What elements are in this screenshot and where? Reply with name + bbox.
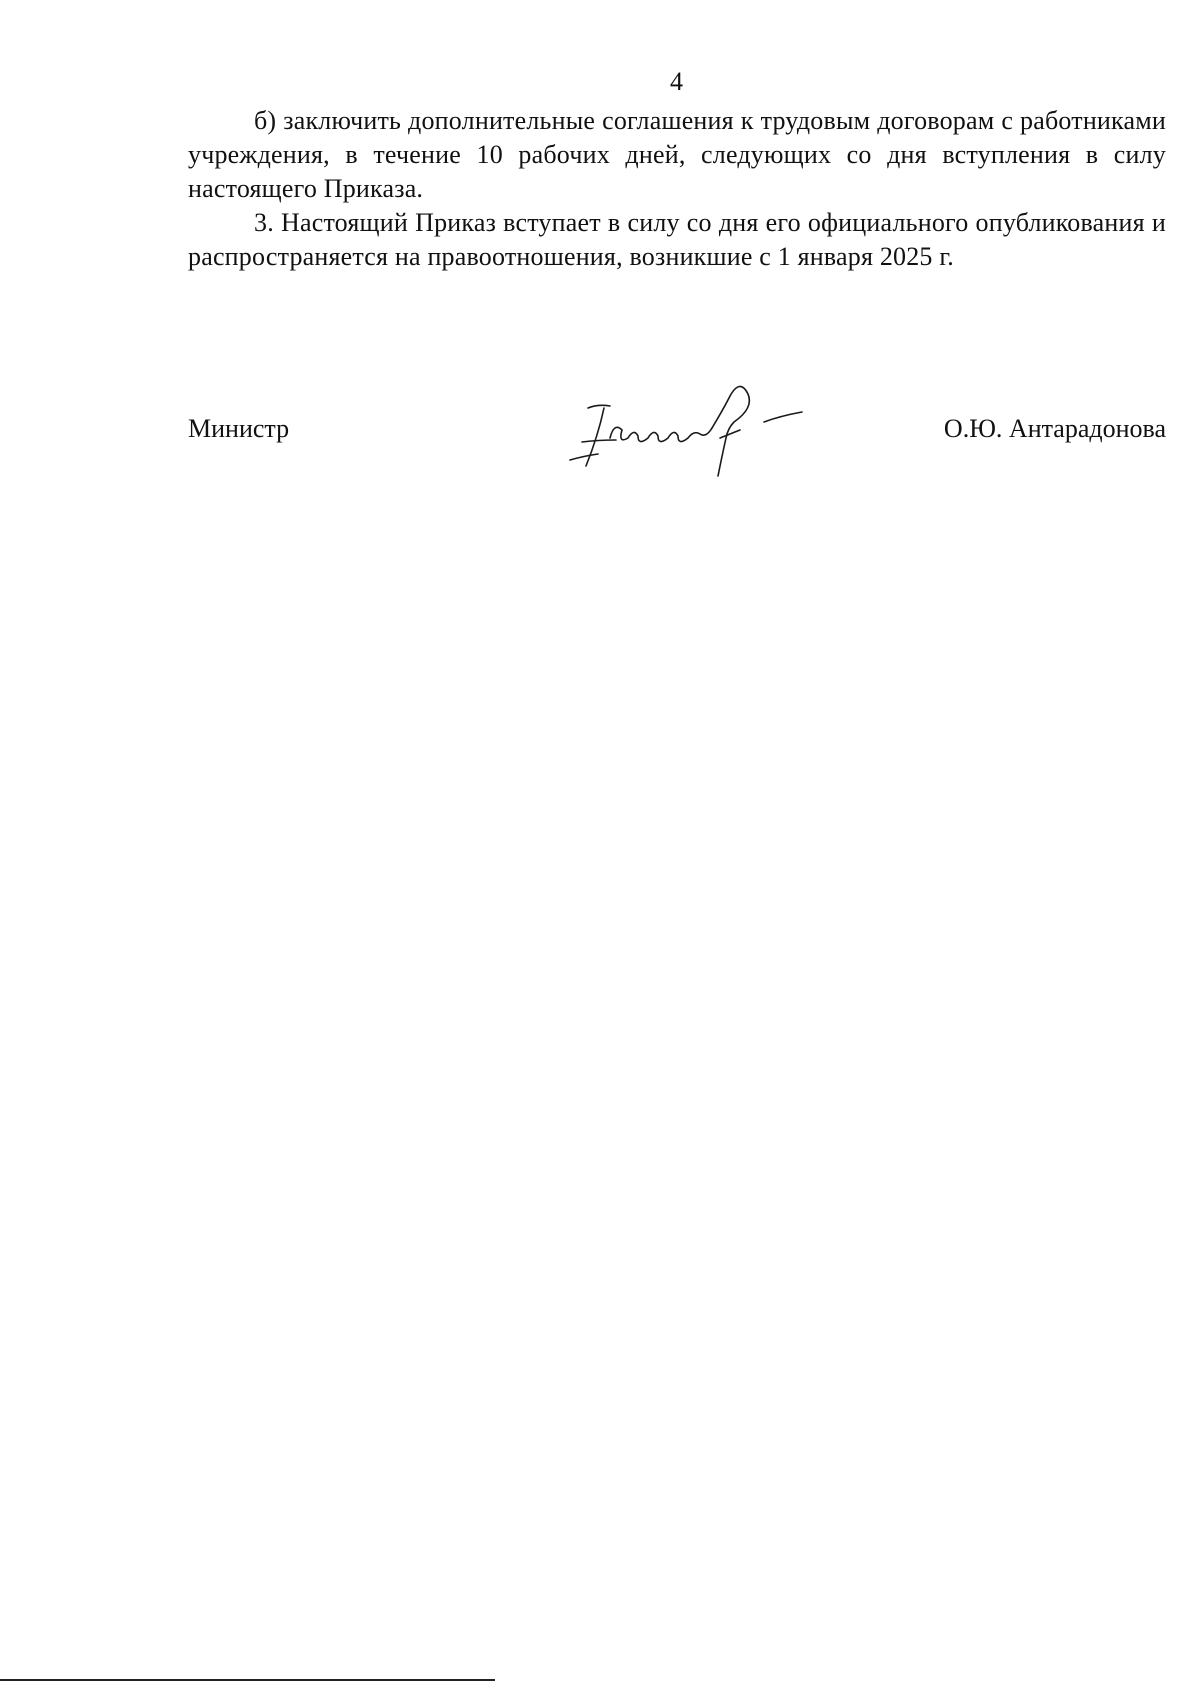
signature-block <box>188 378 1166 488</box>
signer-position: Министр <box>188 414 290 443</box>
handwritten-signature <box>558 378 838 488</box>
footnote-divider <box>0 1679 495 1681</box>
document-body <box>188 104 1166 274</box>
paragraph-agreements: б) заключить дополнительные соглашения к трудовым договорам с работниками учреждения, в течение 10 рабочих дней, следующих со дня вступления в силу настоящего Приказа. <box>188 106 1166 203</box>
signer-name: О.Ю. Антарадонова <box>943 414 1166 443</box>
paragraph-effective-date: 3. Настоящий Приказ вступает в силу со дня его официального опубликования и распространяется на правоотношения, возникшие с 1 января 2025 г. <box>188 208 1166 271</box>
page-number: 4 <box>670 67 683 96</box>
